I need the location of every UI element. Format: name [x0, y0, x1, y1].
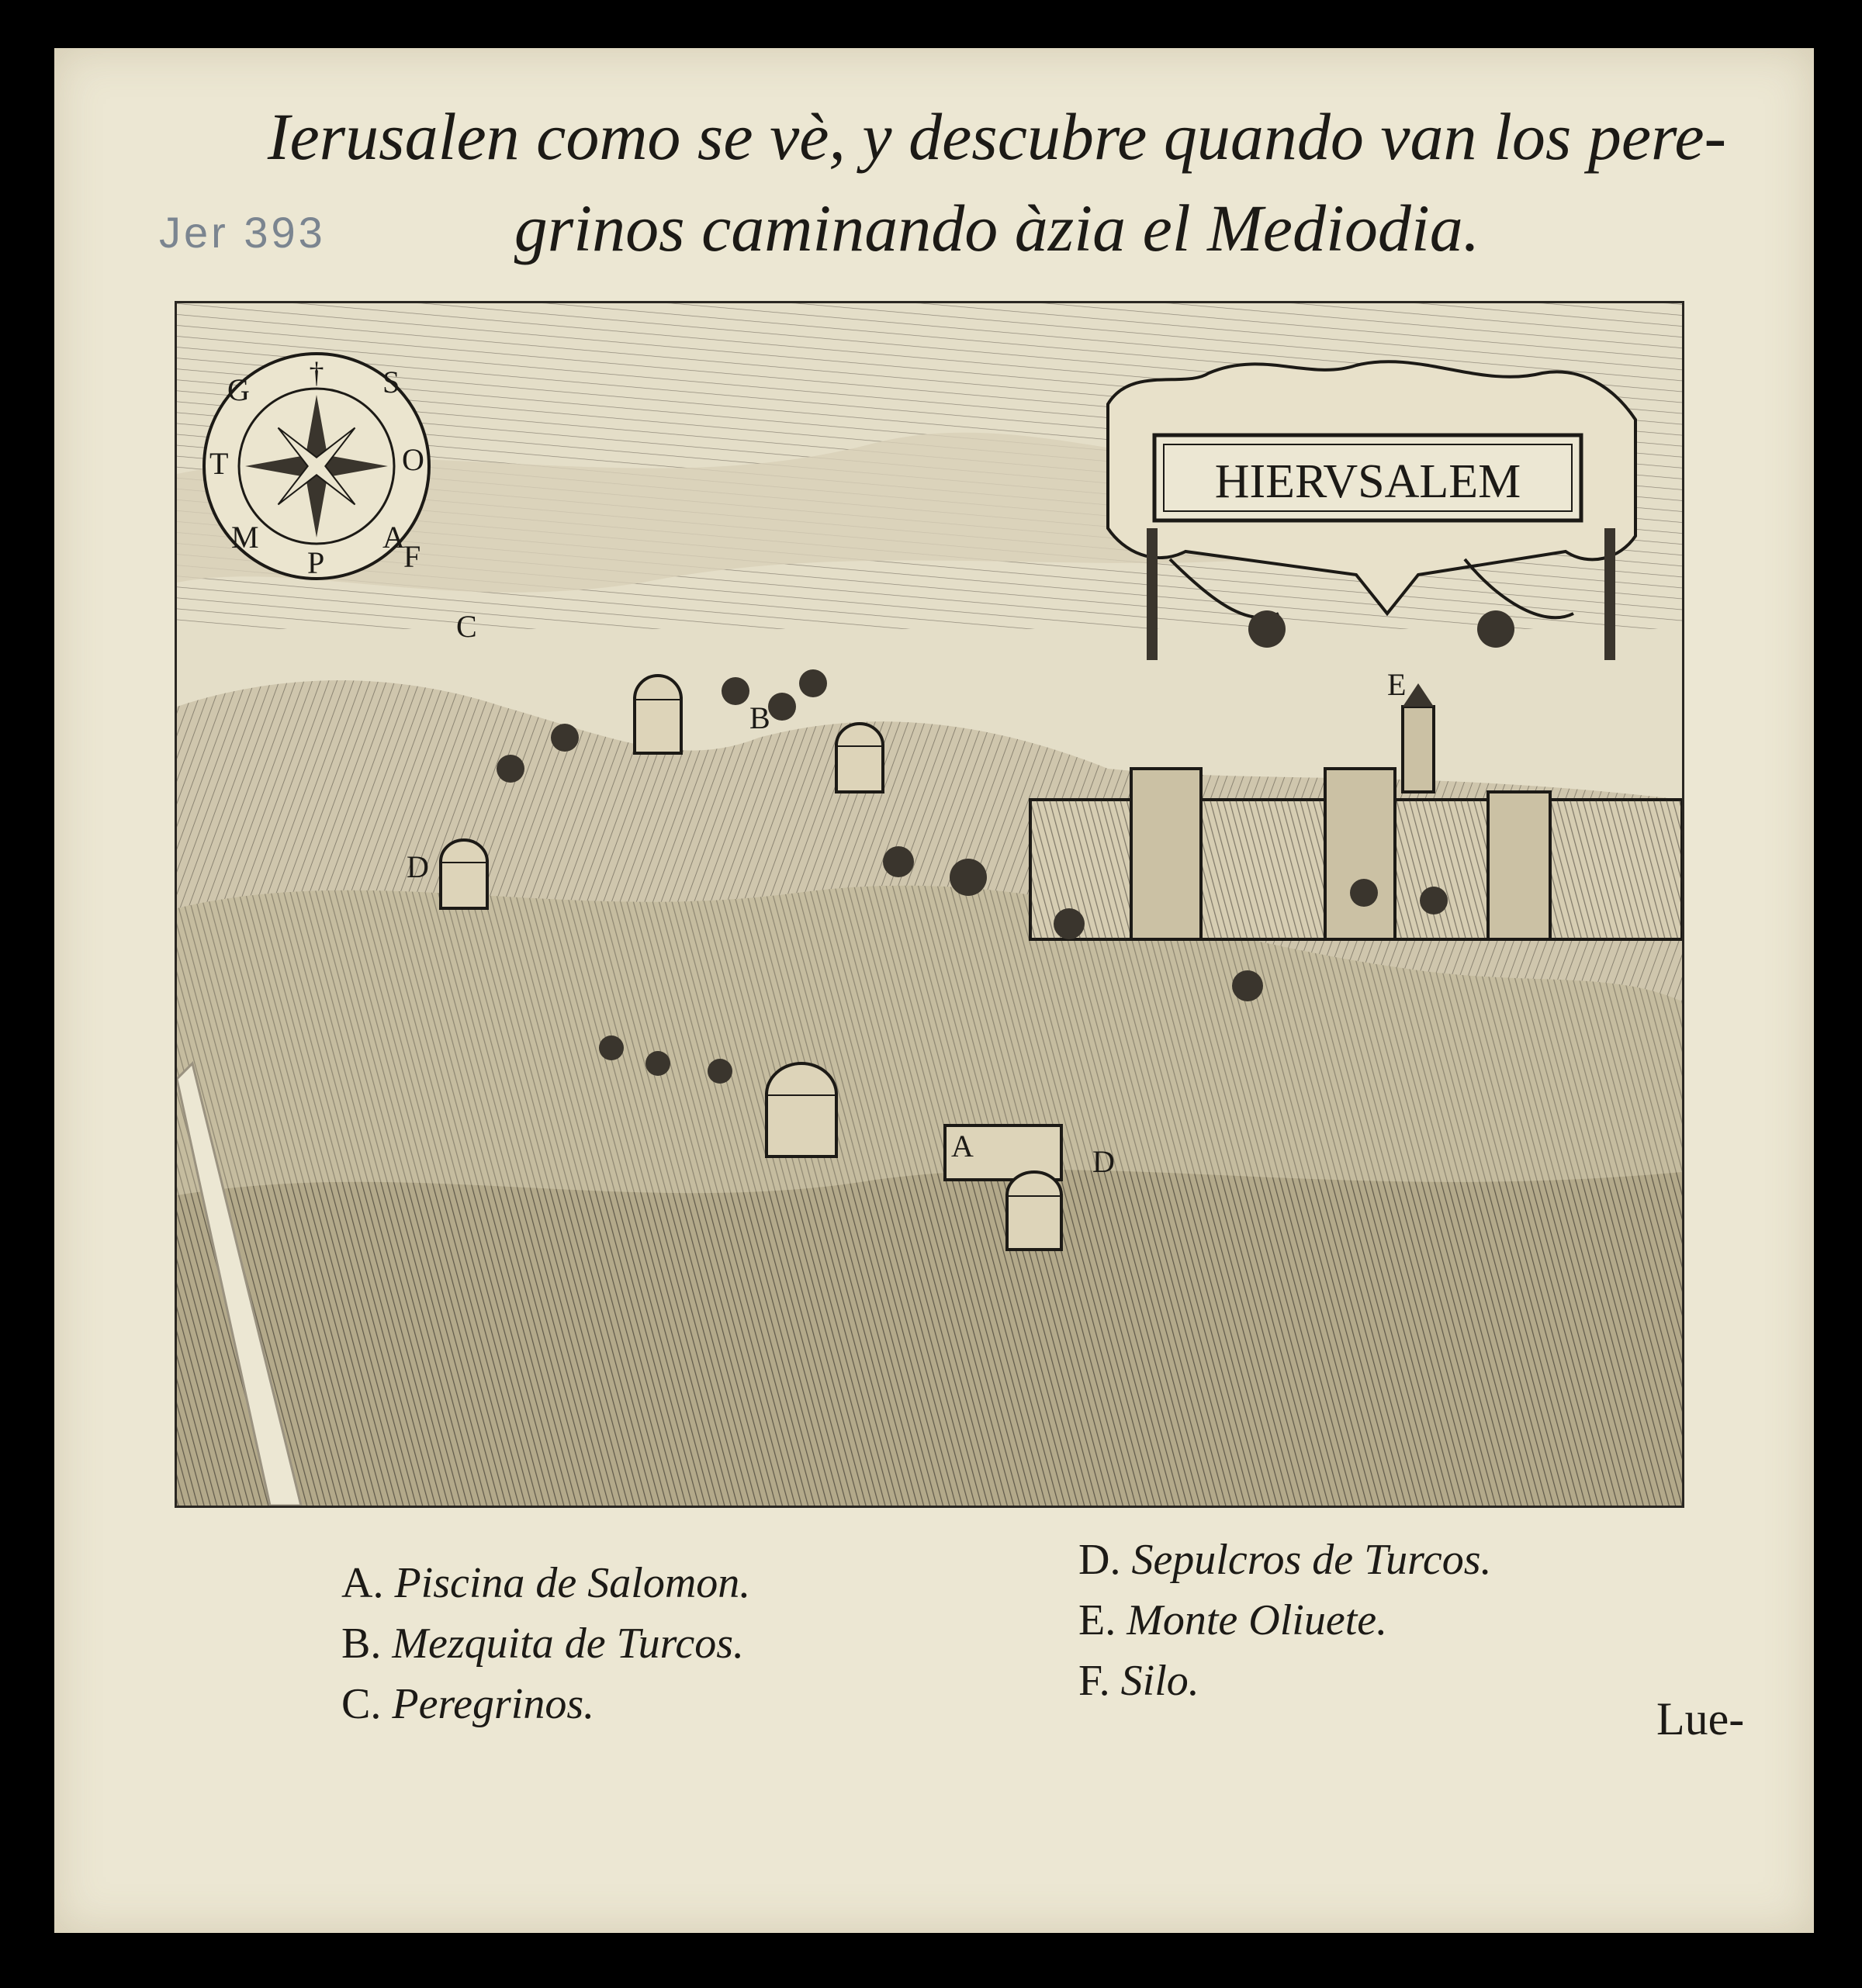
title-line-2: grinos caminando àzia el Mediodia. [514, 191, 1480, 265]
legend-item: A. Piscina de Salomon. [341, 1559, 751, 1607]
compass-letter-p: P [307, 545, 325, 580]
compass-letter-t: T [209, 446, 229, 481]
marker-d: D [407, 849, 429, 884]
compass-letter-m: M [231, 520, 259, 555]
title-line-1: Ierusalen como se vè, y descubre quando van los pere- [267, 99, 1727, 174]
legend-right [1078, 1530, 1492, 1711]
legend-item: E. Monte Oliuete. [1078, 1596, 1388, 1644]
page-sheet [54, 48, 1814, 1933]
page-title [241, 91, 1753, 274]
legend-item: C. Peregrinos. [341, 1680, 595, 1728]
dome-building [635, 699, 681, 753]
compass-rose [204, 354, 429, 580]
marker-d-second: D [1092, 1144, 1115, 1179]
marker-b: B [749, 700, 770, 735]
legend-item: D. Sepulcros de Turcos. [1078, 1536, 1492, 1584]
engraving-illustration [177, 303, 1682, 1506]
marker-f: F [403, 539, 421, 574]
compass-letter-g: G [227, 372, 250, 407]
compass-letter-o: O [402, 442, 424, 477]
marker-a: A [951, 1129, 974, 1163]
cartouche-title: HIERVSALEM [1214, 455, 1521, 508]
compass-top-symbol: † [309, 357, 324, 389]
compass-letter-s: S [382, 365, 400, 399]
marker-e: E [1387, 667, 1407, 702]
marker-c: C [456, 609, 477, 644]
engraving-plate [175, 301, 1684, 1508]
tomb-building [767, 1094, 836, 1156]
shelfmark-annotation: Jer 393 [159, 208, 326, 257]
legend-item: F. Silo. [1078, 1657, 1199, 1705]
legend-item: B. Mezquita de Turcos. [341, 1620, 745, 1668]
compass-letter-a: A [382, 520, 405, 555]
legend-left [341, 1553, 750, 1734]
catchword: Lue- [1656, 1693, 1745, 1744]
foreground-hatching [177, 1170, 1682, 1506]
